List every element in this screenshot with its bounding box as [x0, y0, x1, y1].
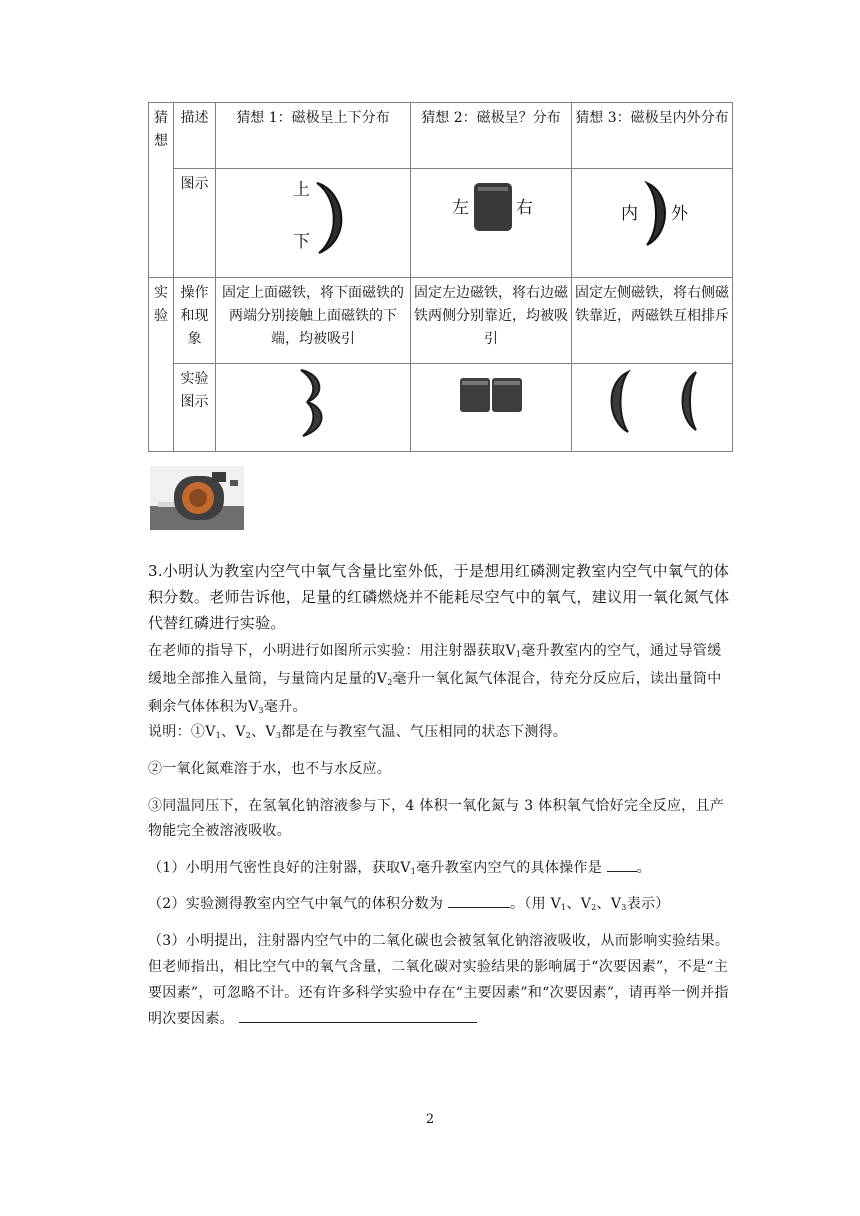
row-group-experiment: 实 验 [149, 278, 174, 452]
question-3-intro: 3.小明认为教室内空气中氧气含量比室外低，于是想用红磷测定教室内空气中氧气的体积分数。老师告诉他，足量的红磷燃烧并不能耗尽空气中的氧气，建议用一氧化氮气体代替红磷进行实验。 [148, 562, 730, 632]
block-magnet-icon [472, 179, 514, 235]
note-2: ②一氧化氮难溶于水，也不与水反应。 [148, 761, 392, 777]
answer-blank-1[interactable] [607, 855, 637, 872]
side-by-side-magnets-icon [456, 368, 526, 418]
experiment-3-image [572, 364, 733, 452]
repelling-magnets-icon [592, 368, 712, 438]
hypothesis-3: 猜想 3：磁极呈内外分布 [572, 103, 733, 169]
row-label-experiment-diagram: 实验 图示 [174, 364, 216, 452]
note-1: 说明：$①V_1$、$V_2$、$V_3$都是在与教室气温、气压相同的状态下测得。 [148, 724, 568, 740]
label-right: 右 [516, 198, 533, 218]
operation-3: 固定左侧磁铁，将右侧磁铁靠近，两磁铁互相排斥 [572, 278, 733, 364]
row-label-description: 描述 [174, 103, 216, 169]
table-row [149, 169, 733, 278]
experiment-1-image [216, 364, 411, 452]
label-top: 上 [293, 180, 310, 200]
electric-motor-image [150, 466, 244, 530]
label-inner: 内 [621, 204, 638, 224]
hypothesis-1: 猜想 1：磁极呈上下分布 [216, 103, 411, 169]
sub-question-3: （3）小明提出，注射器内空气中的二氧化碳也会被氢氧化钠溶液吸收，从而影响实验结果。但老师指出，相比空气中的氧气含量，二氧化碳对实验结果的影响属于“次要因素”，不是“主要因素”，可忽略不计。还有许多科学实验中存在“主要因素”和“次要因素”，请再举一例并指明次要因素。 [148, 933, 730, 1027]
hypothesis-3-diagram [572, 169, 733, 278]
table-row [149, 278, 733, 364]
arc-magnet-icon [307, 179, 367, 259]
sub-question-2: （2）实验测得教室内空气中氧气的体积分数为 。（用 $V_1$、$V_2$、$V_3$表示） [148, 891, 732, 920]
experiment-description: 在老师的指导下，小明进行如图所示实验：用注射器获取$V_1$毫升教室内的空气，通过导管缓缓地全部推入量筒，与量筒内足量的$V_2$毫升一氧化氮气体混合，待充分反应后，读出量筒中剩余气体体积为$V_3$毫升。 [148, 643, 722, 715]
page-number: 2 [425, 1112, 435, 1127]
stacked-magnets-icon [293, 368, 333, 438]
sub-question-1: （1）小明用气密性良好的注射器，获取$V_1$毫升教室内空气的具体操作是 。 [148, 855, 732, 884]
label-bottom: 下 [293, 232, 310, 252]
answer-blank-3[interactable] [239, 1006, 477, 1023]
operation-1: 固定上面磁铁，将下面磁铁的两端分别接触上面磁铁的下端，均被吸引 [216, 278, 411, 364]
hypothesis-1-diagram [216, 169, 411, 278]
table-row [149, 364, 733, 452]
label-left: 左 [452, 198, 469, 218]
note-3: ③同温同压下，在氢氧化钠溶液参与下，4 体积一氧化氮与 3 体积氧气恰好完全反应，且产物能完全被溶液吸收。 [148, 798, 725, 839]
row-group-hypothesis: 猜 想 [149, 103, 174, 278]
operation-2: 固定左边磁铁，将右边磁铁两侧分别靠近，均被吸引 [411, 278, 572, 364]
row-label-operation: 操作 和现 象 [174, 278, 216, 364]
magnet-hypothesis-table [148, 102, 733, 452]
table-row [149, 103, 733, 169]
answer-blank-2[interactable] [448, 891, 510, 908]
label-outer: 外 [671, 204, 688, 224]
hypothesis-2-diagram [411, 169, 572, 278]
arc-magnet-icon [641, 179, 677, 249]
hypothesis-2: 猜想 2：磁极呈？分布 [411, 103, 572, 169]
row-label-diagram: 图示 [174, 169, 216, 278]
experiment-2-image [411, 364, 572, 452]
